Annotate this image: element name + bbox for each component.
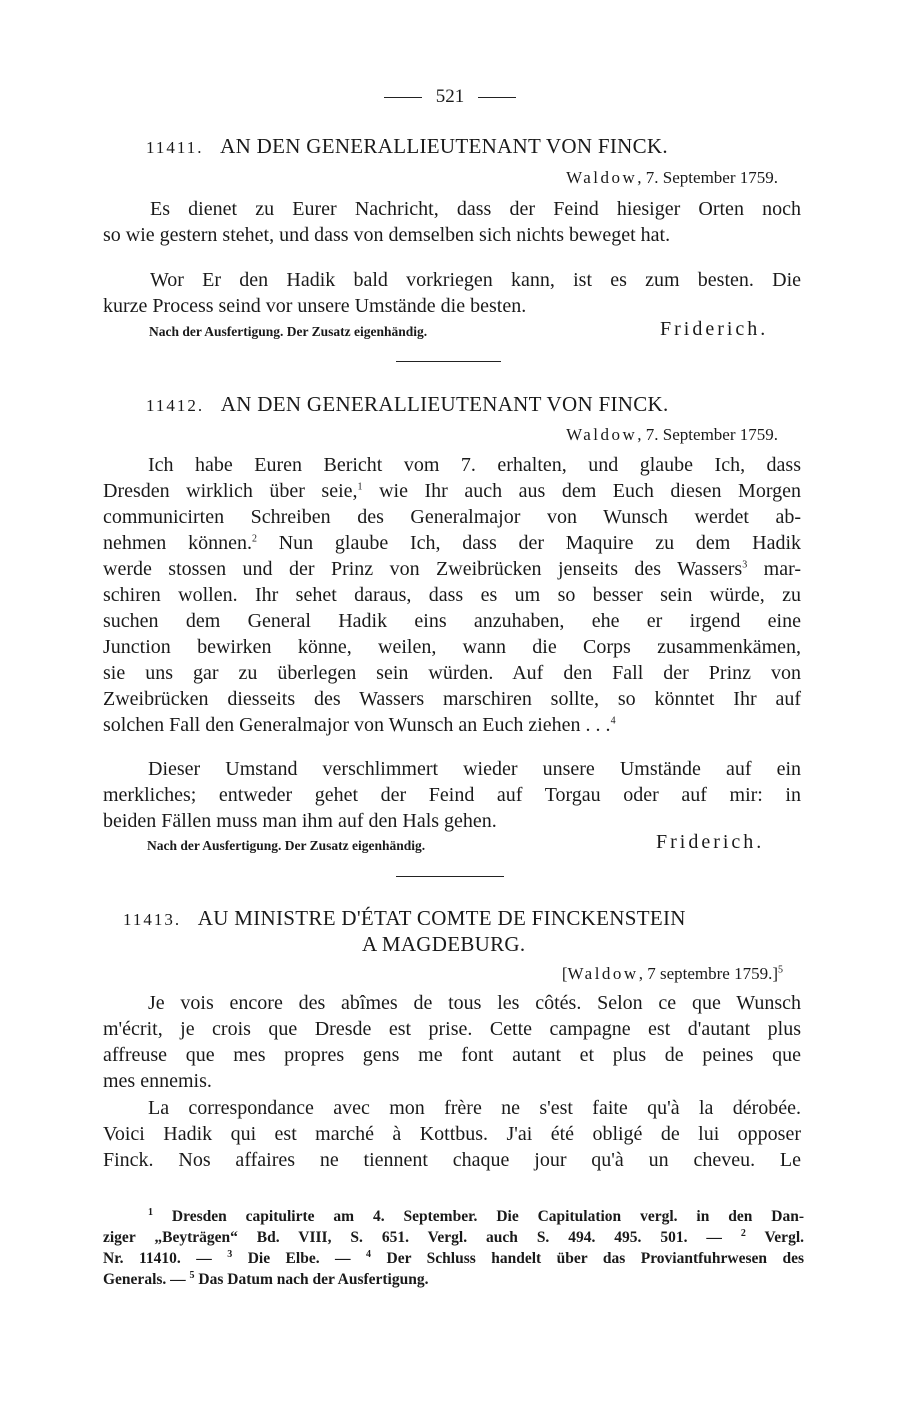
- letter-11411-p2-line1: Wor Er den Hadik bald vorkriegen kann, ist es zum besten. Die: [150, 269, 801, 291]
- letter-11412-dateline: Waldow, 7. September 1759.: [566, 425, 778, 444]
- letter-11412-line8: Junction bewirken könne, weilen, wann die Corps zusammenkämen,: [103, 636, 801, 658]
- letter-11411-p1-line2: so wie gestern stehet, und dass von demselben sich nichts beweget hat.: [103, 224, 671, 246]
- page-number-dash-right: [478, 97, 516, 98]
- letter-11413-dateline: [Waldow, 7 septembre 1759.]$^5$: [561, 964, 783, 983]
- letter-11412-line6: schiren wollen. Ihr sehet daraus, dass es um so besser sein würde, zu: [103, 584, 801, 606]
- letter-11413-p1-line4: mes ennemis.: [103, 1070, 212, 1092]
- footnote-line3: Nr. 11410. — $^3$ Die Elbe. — $^4$ Der Schluss handelt über das Proviantfuhrwesen des: [103, 1248, 805, 1267]
- letter-11412-line5: werde stossen und der Prinz von Zweibrücken jenseits des Wassers$^3$ mar-: [103, 558, 801, 580]
- letter-11411-signature: Friderich.: [660, 318, 769, 340]
- letter-11412-line1: Ich habe Euren Bericht vom 7. erhalten, und glaube Ich, dass: [148, 454, 801, 476]
- letter-11412-p2-line2: merkliches; entweder gehet der Feind auf Torgau oder auf mir: in: [103, 784, 801, 806]
- letter-11412-p2-line1: Dieser Umstand verschlimmert wieder unsere Umstände auf ein: [148, 758, 801, 780]
- letter-11413-p1-line3: affreuse que mes propres gens me font autant et plus de peines que: [103, 1044, 801, 1066]
- letter-11412-line3: communicirten Schreiben des Generalmajor von Wunsch werdet ab-: [103, 506, 801, 528]
- letter-11412-heading: 11412. AN DEN GENERALLIEUTENANT VON FINCK.: [146, 392, 669, 416]
- page-number: 521: [0, 86, 900, 108]
- letter-11411-p2-line2: kurze Process seind vor unsere Umstände die besten.: [103, 295, 527, 317]
- letter-11412-line4: nehmen können.$^2$ Nun glaube Ich, dass der Maquire zu dem Hadik: [103, 532, 802, 554]
- letter-11412-note: Nach der Ausfertigung. Der Zusatz eigenhändig.: [147, 838, 426, 853]
- letter-11412-line11: solchen Fall den Generalmajor von Wunsch an Euch ziehen . . .$^4$: [103, 714, 616, 736]
- letter-11412-signature: Friderich.: [656, 831, 765, 853]
- footnote-line4: Generals. — $^5$ Das Datum nach der Ausfertigung.: [103, 1269, 429, 1288]
- letter-11411-heading: 11411. AN DEN GENERALLIEUTENANT VON FINCK.: [146, 134, 668, 158]
- letter-11413-heading-line1: 11413. AU MINISTRE D'ÉTAT COMTE DE FINCKENSTEIN: [123, 906, 686, 930]
- letter-11413-p1-line2: m'écrit, je crois que Dresde est prise. Cette campagne est d'autant plus: [103, 1018, 801, 1040]
- footnote-line2: ziger „Beyträgen“ Bd. VIII, S. 651. Vergl. auch S. 494. 495. 501. — $^2$ Vergl.: [103, 1227, 804, 1246]
- letter-11411-p1-line1: Es dienet zu Eurer Nachricht, dass der Feind hiesiger Orten noch: [150, 198, 801, 220]
- footnote-line1: $^1$ Dresden capitulirte am 4. September. Die Capitulation vergl. in den Dan-: [148, 1206, 804, 1225]
- letter-11413-p2-line2: Voici Hadik qui est marché à Kottbus. J'ai été obligé de lui opposer: [103, 1123, 801, 1145]
- letter-11413-p2-line1: La correspondance avec mon frère ne s'est faite qu'à la dérobée.: [148, 1097, 801, 1119]
- letter-11413-p1-line1: Je vois encore des abîmes de tous les côtés. Selon ce que Wunsch: [148, 992, 801, 1014]
- section-divider-1: [396, 361, 501, 362]
- letter-11412-line2: Dresden wirklich über seie,$^1$ wie Ihr auch aus dem Euch diesen Morgen: [103, 480, 801, 502]
- letter-11412-line10: Zweibrücken diesseits des Wassers marschiren sollte, so könntet Ihr auf: [103, 688, 801, 710]
- letter-11412-line7: suchen dem General Hadik eins anzuhaben, ehe er irgend eine: [103, 610, 801, 632]
- letter-11413-heading-line2: A MAGDEBURG.: [362, 932, 526, 956]
- page-number-dash-left: [384, 97, 422, 98]
- letter-11412-p2-line3: beiden Fällen muss man ihm auf den Hals gehen.: [103, 810, 497, 832]
- section-divider-2: [396, 876, 504, 877]
- letter-11411-note: Nach der Ausfertigung. Der Zusatz eigenhändig.: [149, 324, 428, 339]
- letter-11411-dateline: Waldow, 7. September 1759.: [566, 168, 778, 187]
- letter-11413-p2-line3: Finck. Nos affaires ne tiennent chaque jour qu'à un cheveu. Le: [103, 1149, 801, 1171]
- letter-11412-line9: sie uns gar zu überlegen sein würden. Auf den Fall der Prinz von: [103, 662, 801, 684]
